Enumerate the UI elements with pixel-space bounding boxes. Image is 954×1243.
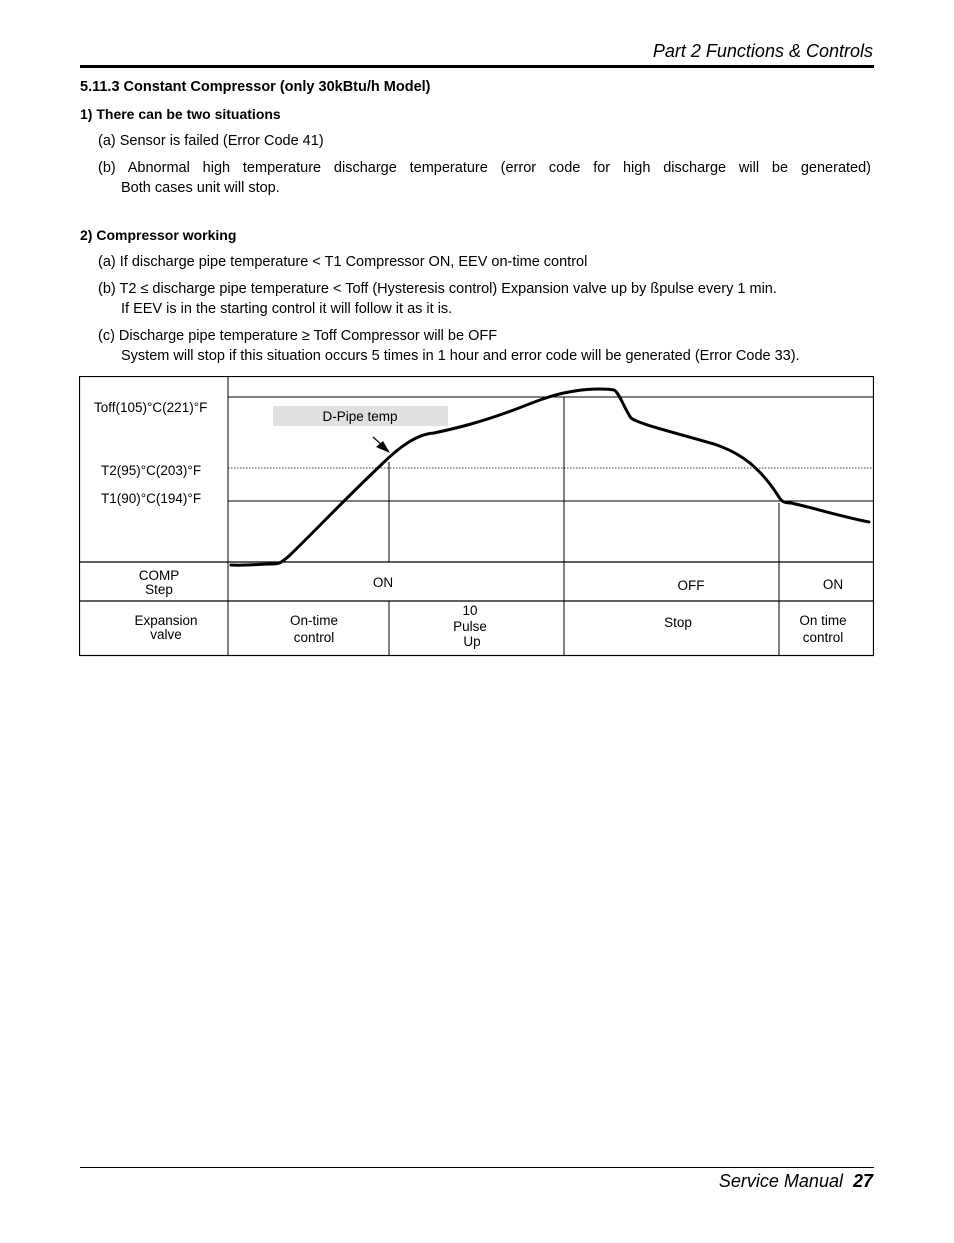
- part2-item-c-line1: (c) Discharge pipe temperature ≥ Toff Compressor will be OFF: [98, 328, 498, 344]
- page-number: 27: [852, 1171, 873, 1191]
- valve-ontime-line1: On-time: [289, 613, 339, 628]
- part2-item-c-line2: System will stop if this situation occurs 5 times in 1 hour and error code will be generated (Error Code 33).: [121, 348, 800, 364]
- part2-item-b-line1: (b) T2 ≤ discharge pipe temperature < Toff (Hysteresis control) Expansion valve up by ßpulse every 1 min.: [98, 281, 777, 297]
- curve-label: D-Pipe temp: [322, 409, 398, 424]
- t2-level-label: T2(95)°C(203)°F: [101, 463, 202, 478]
- valve-ontime2-line2: control: [802, 630, 844, 645]
- valve-ontime2-line1: On time: [799, 613, 847, 628]
- toff-level-label: Toff(105)°C(221)°F: [94, 400, 208, 415]
- compressor-timing-diagram: [79, 376, 874, 657]
- running-footer: [719, 1171, 873, 1192]
- valve-pulse-line2: Pulse: [453, 619, 487, 634]
- comp-row-label-line1: COMP: [138, 568, 180, 583]
- valve-stop: Stop: [664, 615, 692, 630]
- curve-label-arrowhead: [376, 441, 390, 453]
- valve-pulse-line1: 10: [462, 603, 478, 618]
- valve-row-label-line2: valve: [150, 627, 182, 642]
- valve-pulse-line3: Up: [463, 634, 481, 649]
- part2-heading: 2) Compressor working: [80, 227, 237, 243]
- part2-item-b-line2: If EEV is in the starting control it will follow it as it is.: [121, 301, 453, 317]
- section-title: 5.11.3 Constant Compressor (only 30kBtu/h Model): [80, 79, 431, 95]
- part2-item-a: (a) If discharge pipe temperature < T1 Compressor ON, EEV on-time control: [98, 254, 588, 270]
- running-header: Part 2 Functions & Controls: [652, 41, 873, 61]
- part1-item-a: (a) Sensor is failed (Error Code 41): [98, 133, 324, 149]
- part1-item-b-line2: Both cases unit will stop.: [121, 180, 280, 196]
- part1-heading: 1) There can be two situations: [80, 106, 281, 122]
- footer-rule: [80, 1167, 874, 1168]
- comp-on-1: ON: [372, 575, 394, 590]
- part1-item-b-line1: (b) Abnormal high temperature discharge temperature (error code for high discharge will be generated): [98, 160, 871, 176]
- valve-ontime-line2: control: [293, 630, 335, 645]
- comp-off: OFF: [677, 578, 705, 593]
- footer-title: Service Manual: [718, 1171, 843, 1191]
- t1-level-label: T1(90)°C(194)°F: [101, 491, 202, 506]
- comp-row-label-line2: Step: [145, 582, 173, 597]
- valve-row-label-line1: Expansion: [134, 613, 198, 628]
- header-rule: [80, 65, 874, 68]
- comp-on-2: ON: [822, 577, 844, 592]
